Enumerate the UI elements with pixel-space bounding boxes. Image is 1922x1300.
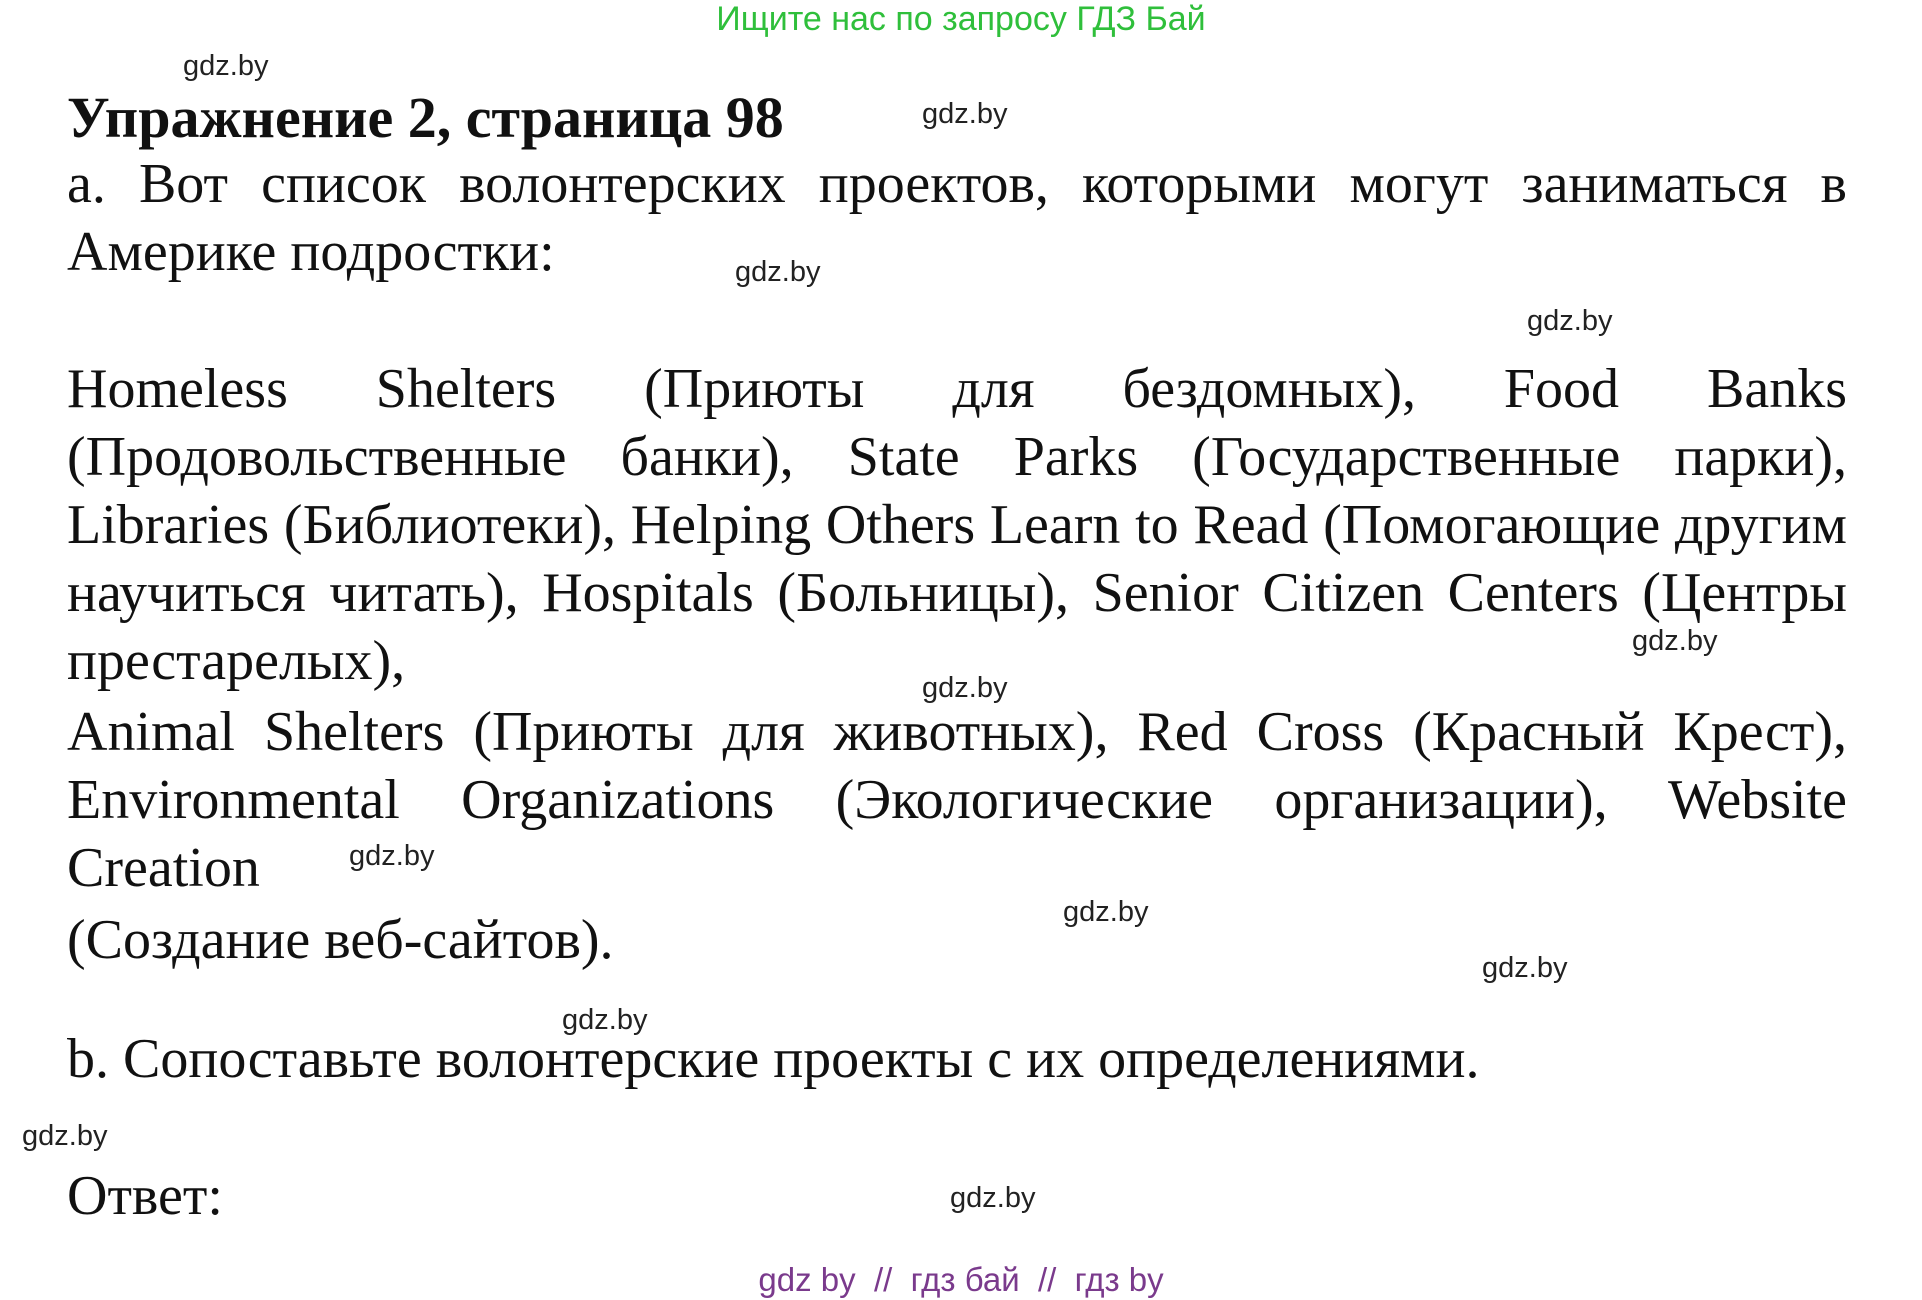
volunteer-projects-list-continued: Animal Shelters (Приюты для животных), Red Cross (Красный Крест), Environmental Organizations (Экологические организации), Website Creation — [67, 701, 1847, 899]
watermark: gdz.by — [922, 98, 1008, 130]
watermark: gdz.by — [950, 1182, 1036, 1214]
footer-links: gdz by // гдз бай // гдз by — [758, 1261, 1164, 1298]
watermark: gdz.by — [22, 1120, 108, 1152]
answer-label: Ответ: — [67, 1165, 223, 1227]
watermark: gdz.by — [1527, 305, 1613, 337]
watermark: gdz.by — [183, 50, 269, 82]
volunteer-projects-list-end: (Создание веб-сайтов). — [67, 909, 614, 971]
watermark: gdz.by — [735, 256, 821, 288]
watermark: gdz.by — [349, 840, 435, 872]
watermark: gdz.by — [1632, 625, 1718, 657]
watermark: gdz.by — [1063, 896, 1149, 928]
volunteer-projects-list: Homeless Shelters (Приюты для бездомных), Food Banks (Продовольственные банки), State Parks (Государственные парки), Libraries (Библиотеки), Helping Others Learn to Read (Помогающие другим научиться читать), Hospitals (Больницы), Senior Citizen Centers (Центры престарелых), — [67, 358, 1847, 692]
watermark: gdz.by — [922, 672, 1008, 704]
part-a-intro: a. Вот список волонтерских проектов, которыми могут заниматься в Америке подростки: — [67, 153, 1847, 283]
part-b-task: b. Сопоставьте волонтерские проекты с их определениями. — [67, 1028, 1480, 1090]
search-hint-banner: Ищите нас по запросу ГДЗ Бай — [716, 0, 1206, 38]
watermark: gdz.by — [562, 1004, 648, 1036]
watermark: gdz.by — [1482, 952, 1568, 984]
exercise-title: Упражнение 2, страница 98 — [67, 85, 784, 150]
